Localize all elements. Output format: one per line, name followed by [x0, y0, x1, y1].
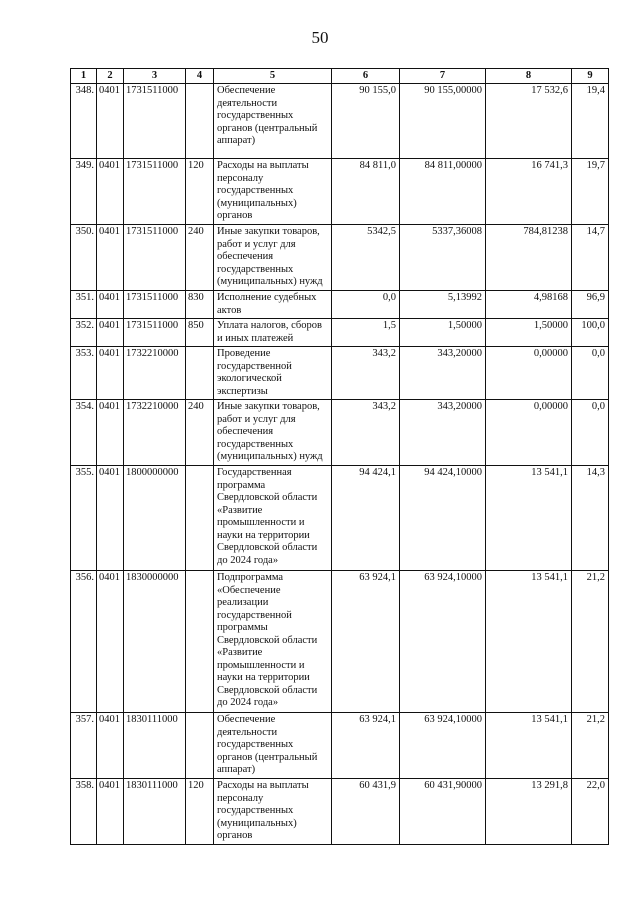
value-col6: 84 811,0	[332, 159, 400, 225]
column-header: 5	[214, 69, 332, 84]
value-col9: 0,0	[572, 347, 609, 400]
page-number: 50	[311, 28, 329, 47]
section-code: 0401	[97, 347, 124, 400]
value-col8: 4,98168	[486, 291, 572, 319]
value-col7: 5,13992	[400, 291, 486, 319]
target-code: 1732210000	[124, 347, 186, 400]
row-number: 354.	[71, 400, 97, 466]
table-row	[71, 225, 609, 291]
expense-type: 850	[186, 319, 214, 347]
value-col7: 5337,36008	[400, 225, 486, 291]
target-code: 1800000000	[124, 466, 186, 571]
section-code: 0401	[97, 291, 124, 319]
value-col7: 1,50000	[400, 319, 486, 347]
value-col8: 13 541,1	[486, 571, 572, 713]
row-number: 348.	[71, 84, 97, 159]
target-code: 1732210000	[124, 400, 186, 466]
target-code: 1731511000	[124, 159, 186, 225]
value-col6: 1,5	[332, 319, 400, 347]
value-col7: 343,20000	[400, 400, 486, 466]
row-description: Иные закупки товаров, работ и услуг для обеспечения государственных (муниципальных) нужд	[214, 400, 332, 466]
expense-type: 830	[186, 291, 214, 319]
section-code: 0401	[97, 159, 124, 225]
value-col9: 14,3	[572, 466, 609, 571]
section-code: 0401	[97, 84, 124, 159]
table-row	[71, 713, 609, 779]
value-col9: 19,4	[572, 84, 609, 159]
target-code: 1830111000	[124, 713, 186, 779]
section-code: 0401	[97, 400, 124, 466]
value-col7: 90 155,00000	[400, 84, 486, 159]
row-description: Расходы на выплаты персоналу государственных (муниципальных) органов	[214, 159, 332, 225]
expense-type	[186, 713, 214, 779]
column-header: 2	[97, 69, 124, 84]
row-number: 351.	[71, 291, 97, 319]
target-code: 1731511000	[124, 319, 186, 347]
column-header: 4	[186, 69, 214, 84]
value-col8: 17 532,6	[486, 84, 572, 159]
value-col9: 21,2	[572, 713, 609, 779]
value-col9: 96,9	[572, 291, 609, 319]
value-col7: 63 924,10000	[400, 713, 486, 779]
row-number: 356.	[71, 571, 97, 713]
value-col8: 16 741,3	[486, 159, 572, 225]
value-col9: 100,0	[572, 319, 609, 347]
section-code: 0401	[97, 571, 124, 713]
column-header: 3	[124, 69, 186, 84]
value-col9: 19,7	[572, 159, 609, 225]
row-description: Исполнение судебных актов	[214, 291, 332, 319]
target-code: 1830000000	[124, 571, 186, 713]
row-description: Обеспечение деятельности государственных органов (центральный аппарат)	[214, 84, 332, 159]
row-number: 349.	[71, 159, 97, 225]
row-description: Проведение государственной экологической экспертизы	[214, 347, 332, 400]
header-row	[71, 69, 609, 84]
row-description: Подпрограмма «Обеспечение реализации государственной программы Свердловской области «Развитие промышленности и науки на территории Свердловской области до 2024 года»	[214, 571, 332, 713]
column-header: 7	[400, 69, 486, 84]
value-col6: 0,0	[332, 291, 400, 319]
budget-table	[70, 68, 609, 845]
section-code: 0401	[97, 713, 124, 779]
target-code: 1830111000	[124, 779, 186, 845]
value-col6: 5342,5	[332, 225, 400, 291]
row-number: 355.	[71, 466, 97, 571]
section-code: 0401	[97, 319, 124, 347]
value-col7: 94 424,10000	[400, 466, 486, 571]
section-code: 0401	[97, 779, 124, 845]
value-col6: 63 924,1	[332, 713, 400, 779]
row-description: Расходы на выплаты персоналу государственных (муниципальных) органов	[214, 779, 332, 845]
table-row	[71, 159, 609, 225]
expense-type	[186, 84, 214, 159]
value-col8: 13 541,1	[486, 466, 572, 571]
row-description: Уплата налогов, сборов и иных платежей	[214, 319, 332, 347]
row-number: 353.	[71, 347, 97, 400]
value-col7: 63 924,10000	[400, 571, 486, 713]
target-code: 1731511000	[124, 291, 186, 319]
expense-type: 240	[186, 400, 214, 466]
value-col9: 22,0	[572, 779, 609, 845]
target-code: 1731511000	[124, 225, 186, 291]
value-col8: 0,00000	[486, 400, 572, 466]
value-col7: 343,20000	[400, 347, 486, 400]
table-row	[71, 347, 609, 400]
row-description: Иные закупки товаров, работ и услуг для обеспечения государственных (муниципальных) нужд	[214, 225, 332, 291]
row-description: Обеспечение деятельности государственных органов (центральный аппарат)	[214, 713, 332, 779]
expense-type	[186, 347, 214, 400]
value-col7: 60 431,90000	[400, 779, 486, 845]
row-number: 357.	[71, 713, 97, 779]
column-header: 1	[71, 69, 97, 84]
table-row	[71, 319, 609, 347]
row-number: 350.	[71, 225, 97, 291]
expense-type	[186, 466, 214, 571]
column-header: 9	[572, 69, 609, 84]
value-col9: 0,0	[572, 400, 609, 466]
column-header: 6	[332, 69, 400, 84]
table-row	[71, 84, 609, 159]
row-number: 358.	[71, 779, 97, 845]
value-col6: 343,2	[332, 400, 400, 466]
value-col6: 60 431,9	[332, 779, 400, 845]
value-col9: 21,2	[572, 571, 609, 713]
section-code: 0401	[97, 466, 124, 571]
value-col8: 13 291,8	[486, 779, 572, 845]
value-col6: 94 424,1	[332, 466, 400, 571]
value-col8: 13 541,1	[486, 713, 572, 779]
value-col6: 63 924,1	[332, 571, 400, 713]
value-col8: 784,81238	[486, 225, 572, 291]
table-row	[71, 571, 609, 713]
expense-type	[186, 571, 214, 713]
table-row	[71, 291, 609, 319]
table-row	[71, 466, 609, 571]
expense-type: 120	[186, 159, 214, 225]
section-code: 0401	[97, 225, 124, 291]
value-col9: 14,7	[572, 225, 609, 291]
expense-type: 240	[186, 225, 214, 291]
value-col6: 90 155,0	[332, 84, 400, 159]
target-code: 1731511000	[124, 84, 186, 159]
expense-type: 120	[186, 779, 214, 845]
value-col8: 1,50000	[486, 319, 572, 347]
row-description: Государственная программа Свердловской области «Развитие промышленности и науки на территории Свердловской области до 2024 года»	[214, 466, 332, 571]
table-row	[71, 779, 609, 845]
value-col8: 0,00000	[486, 347, 572, 400]
value-col6: 343,2	[332, 347, 400, 400]
column-header: 8	[486, 69, 572, 84]
value-col7: 84 811,00000	[400, 159, 486, 225]
row-number: 352.	[71, 319, 97, 347]
table-row	[71, 400, 609, 466]
